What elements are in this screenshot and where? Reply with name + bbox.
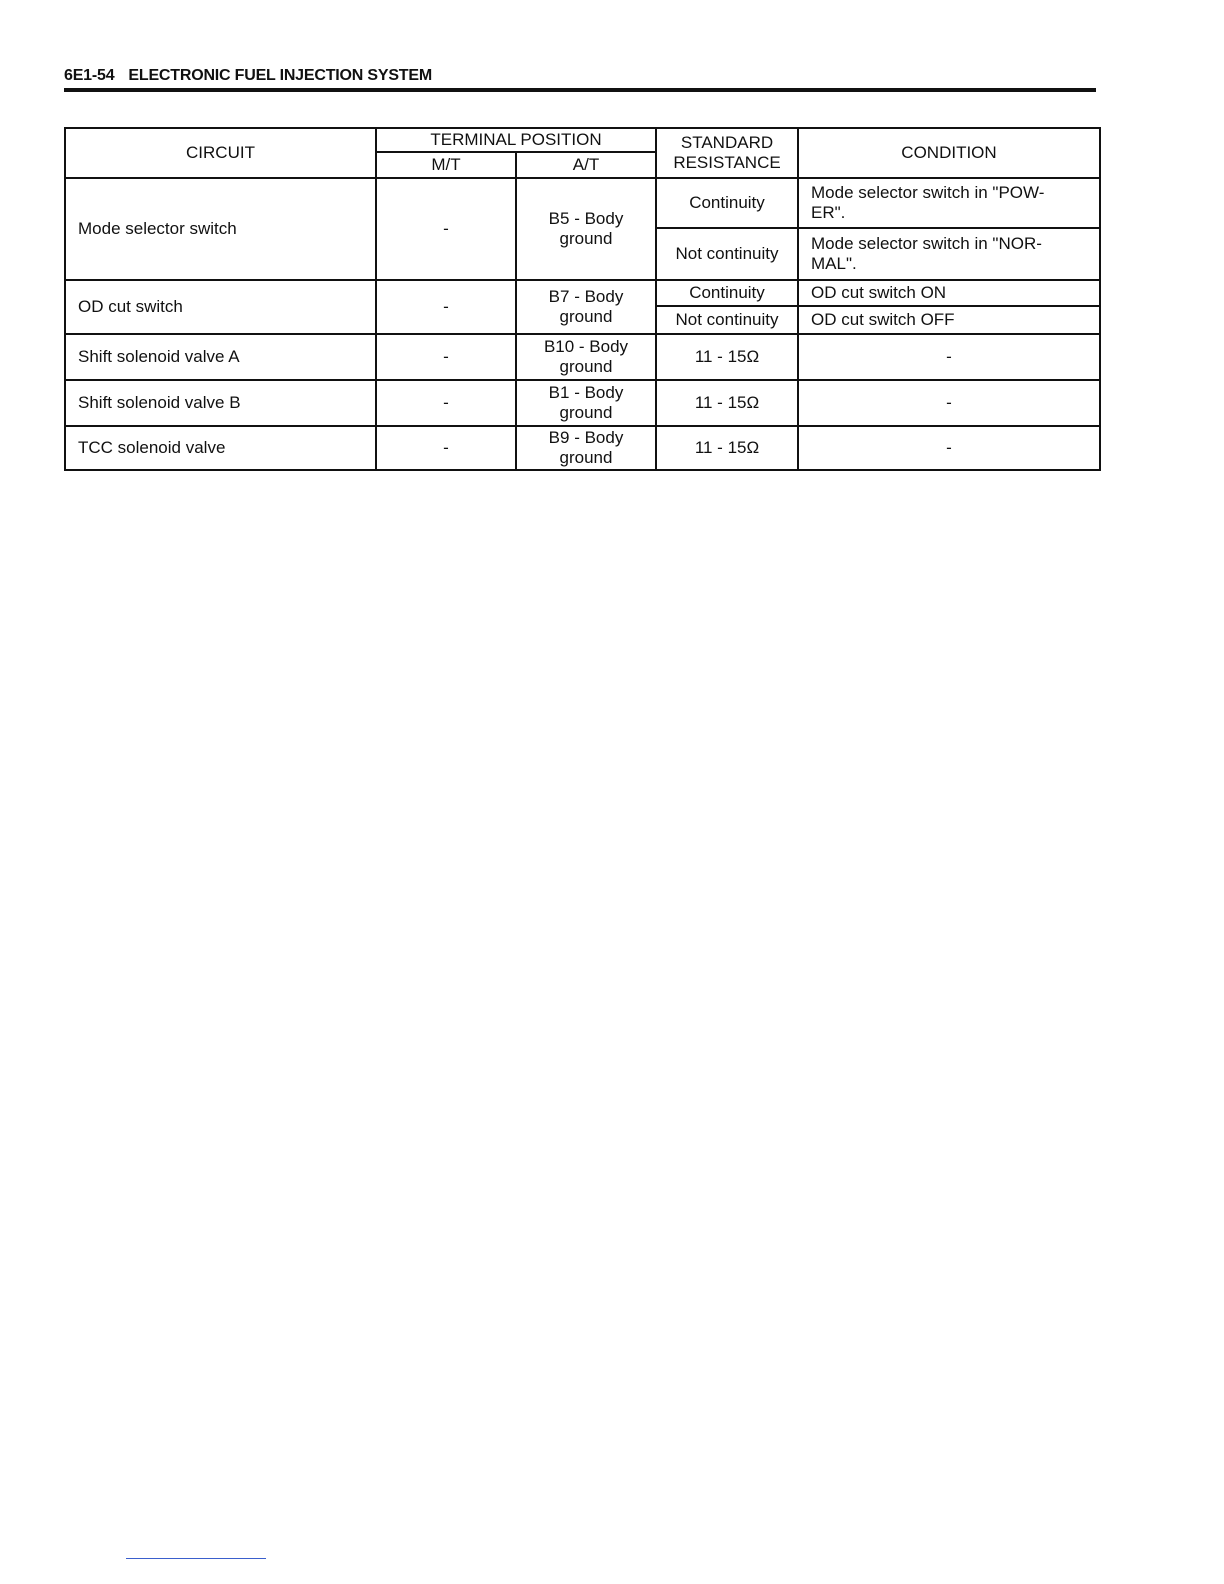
- at-cell: [516, 178, 656, 280]
- resistance-cell: 11 - 15Ω: [656, 380, 798, 426]
- condition-cell: [798, 228, 1100, 280]
- at-ground: ground: [559, 229, 613, 248]
- condition-cell: OD cut switch OFF: [798, 306, 1100, 334]
- resistance-cell: 11 - 15Ω: [656, 334, 798, 380]
- condition-cell: OD cut switch ON: [798, 280, 1100, 306]
- at-cell: [516, 280, 656, 334]
- condition-line: Mode selector switch in "POW-: [811, 183, 1045, 202]
- at-terminal: B10 - Body: [543, 337, 629, 356]
- resistance-cell: Not continuity: [656, 228, 798, 280]
- col-header-condition: CONDITION: [798, 128, 1100, 178]
- at-terminal: B9 - Body: [548, 428, 624, 447]
- condition-cell: -: [798, 334, 1100, 380]
- mt-cell: -: [376, 334, 516, 380]
- table-row: [65, 178, 1100, 228]
- page-number: 6E1-54: [64, 67, 115, 84]
- at-terminal: B1 - Body: [548, 383, 624, 402]
- table-row: [65, 380, 1100, 426]
- table-row: [65, 426, 1100, 470]
- condition-line: Mode selector switch in "NOR-: [811, 234, 1042, 253]
- at-cell: [516, 334, 656, 380]
- page-header-title: [64, 66, 1096, 86]
- footer-rule: [126, 1558, 266, 1559]
- at-terminal: B5 - Body: [548, 209, 624, 228]
- at-ground: ground: [559, 403, 613, 422]
- circuit-cell: OD cut switch: [65, 280, 376, 334]
- table-row: [65, 334, 1100, 380]
- table-row: [65, 280, 1100, 306]
- condition-cell: -: [798, 380, 1100, 426]
- mt-cell: -: [376, 178, 516, 280]
- header-rule: [64, 88, 1096, 92]
- mt-cell: -: [376, 280, 516, 334]
- resistance-cell: Not continuity: [656, 306, 798, 334]
- resistance-cell: Continuity: [656, 178, 798, 228]
- mt-cell: -: [376, 426, 516, 470]
- circuit-cell: Mode selector switch: [65, 178, 376, 280]
- at-ground: ground: [559, 357, 613, 376]
- condition-line: ER".: [811, 203, 846, 222]
- col-header-standard-resistance: [656, 128, 798, 178]
- at-cell: [516, 426, 656, 470]
- page-header: [64, 66, 1096, 92]
- circuit-resistance-table: [64, 127, 1101, 471]
- condition-line: MAL".: [811, 254, 857, 273]
- circuit-cell: Shift solenoid valve A: [65, 334, 376, 380]
- table-header-row: [65, 128, 1100, 152]
- section-title: ELECTRONIC FUEL INJECTION SYSTEM: [128, 67, 432, 84]
- resistance-cell: 11 - 15Ω: [656, 426, 798, 470]
- at-ground: ground: [559, 307, 613, 326]
- mt-cell: -: [376, 380, 516, 426]
- col-header-terminal-position: TERMINAL POSITION: [376, 128, 656, 152]
- at-terminal: B7 - Body: [548, 287, 624, 306]
- circuit-cell: TCC solenoid valve: [65, 426, 376, 470]
- col-header-at: A/T: [516, 152, 656, 178]
- at-cell: [516, 380, 656, 426]
- col-header-resistance: RESISTANCE: [673, 153, 781, 172]
- at-ground: ground: [559, 448, 613, 467]
- resistance-cell: Continuity: [656, 280, 798, 306]
- circuit-cell: Shift solenoid valve B: [65, 380, 376, 426]
- col-header-circuit: CIRCUIT: [65, 128, 376, 178]
- col-header-standard: STANDARD: [680, 133, 774, 152]
- condition-cell: [798, 178, 1100, 228]
- col-header-mt: M/T: [376, 152, 516, 178]
- condition-cell: -: [798, 426, 1100, 470]
